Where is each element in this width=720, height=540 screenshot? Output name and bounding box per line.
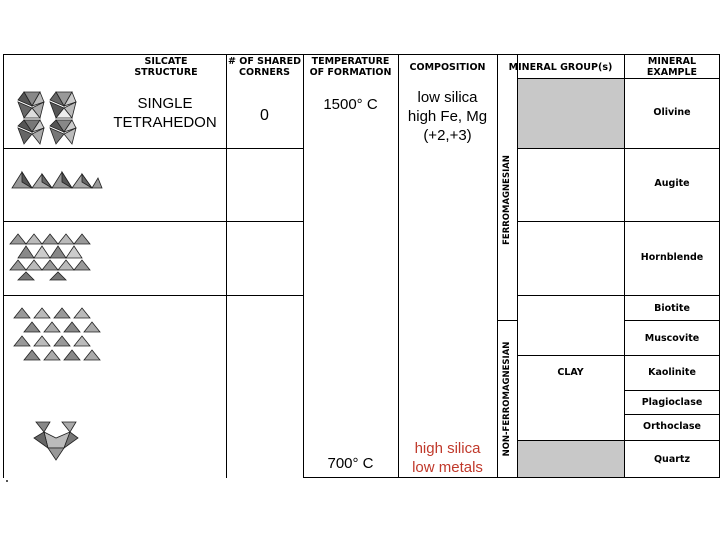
mineral-biotite: Biotite bbox=[654, 303, 690, 314]
mineral-muscovite: Muscovite bbox=[644, 333, 700, 344]
single-chain-icon bbox=[8, 170, 104, 194]
group-fill-top bbox=[517, 78, 624, 148]
mineral-augite: Augite bbox=[654, 178, 690, 189]
corner-mark bbox=[6, 480, 8, 482]
single-tetrahedron-icon bbox=[14, 88, 94, 146]
group-label-clay: CLAY bbox=[557, 367, 584, 378]
double-chain-icon bbox=[8, 232, 92, 282]
mineral-kaolinite: Kaolinite bbox=[648, 367, 696, 378]
sheet-structure-icon bbox=[10, 306, 102, 368]
group-label-nonferromagnesian: NON-FERROMAGNESIAN bbox=[502, 341, 512, 457]
temperature-high: 1500° C bbox=[323, 96, 378, 113]
mineral-orthoclase: Orthoclase bbox=[643, 421, 701, 432]
mineral-olivine: Olivine bbox=[653, 107, 691, 118]
group-fill-bottom bbox=[517, 440, 624, 477]
temperature-low: 700° C bbox=[327, 455, 374, 472]
mineral-hornblende: Hornblende bbox=[640, 252, 704, 263]
header-temperature: TEMPERATURE OF FORMATION bbox=[309, 56, 392, 78]
framework-structure-icon bbox=[30, 418, 82, 462]
shared-corners-value: 0 bbox=[260, 107, 269, 124]
header-corners: # OF SHARED CORNERS bbox=[228, 56, 301, 78]
header-composition: COMPOSITION bbox=[409, 62, 486, 73]
mineral-quartz: Quartz bbox=[653, 454, 690, 465]
composition-high-silica: high silica low metals bbox=[412, 440, 483, 476]
composition-low-silica: low silica high Fe, Mg (+2,+3) bbox=[407, 89, 488, 144]
group-label-ferromagnesian: FERROMAGNESIAN bbox=[502, 155, 512, 245]
structure-label-single: SINGLE TETRAHEDON bbox=[113, 95, 217, 131]
header-example: MINERAL EXAMPLE bbox=[646, 56, 698, 78]
header-structure: SILCATE STRUCTURE bbox=[134, 56, 198, 78]
mineral-plagioclase: Plagioclase bbox=[641, 397, 703, 408]
header-group: MINERAL GROUP(s) bbox=[508, 62, 613, 73]
